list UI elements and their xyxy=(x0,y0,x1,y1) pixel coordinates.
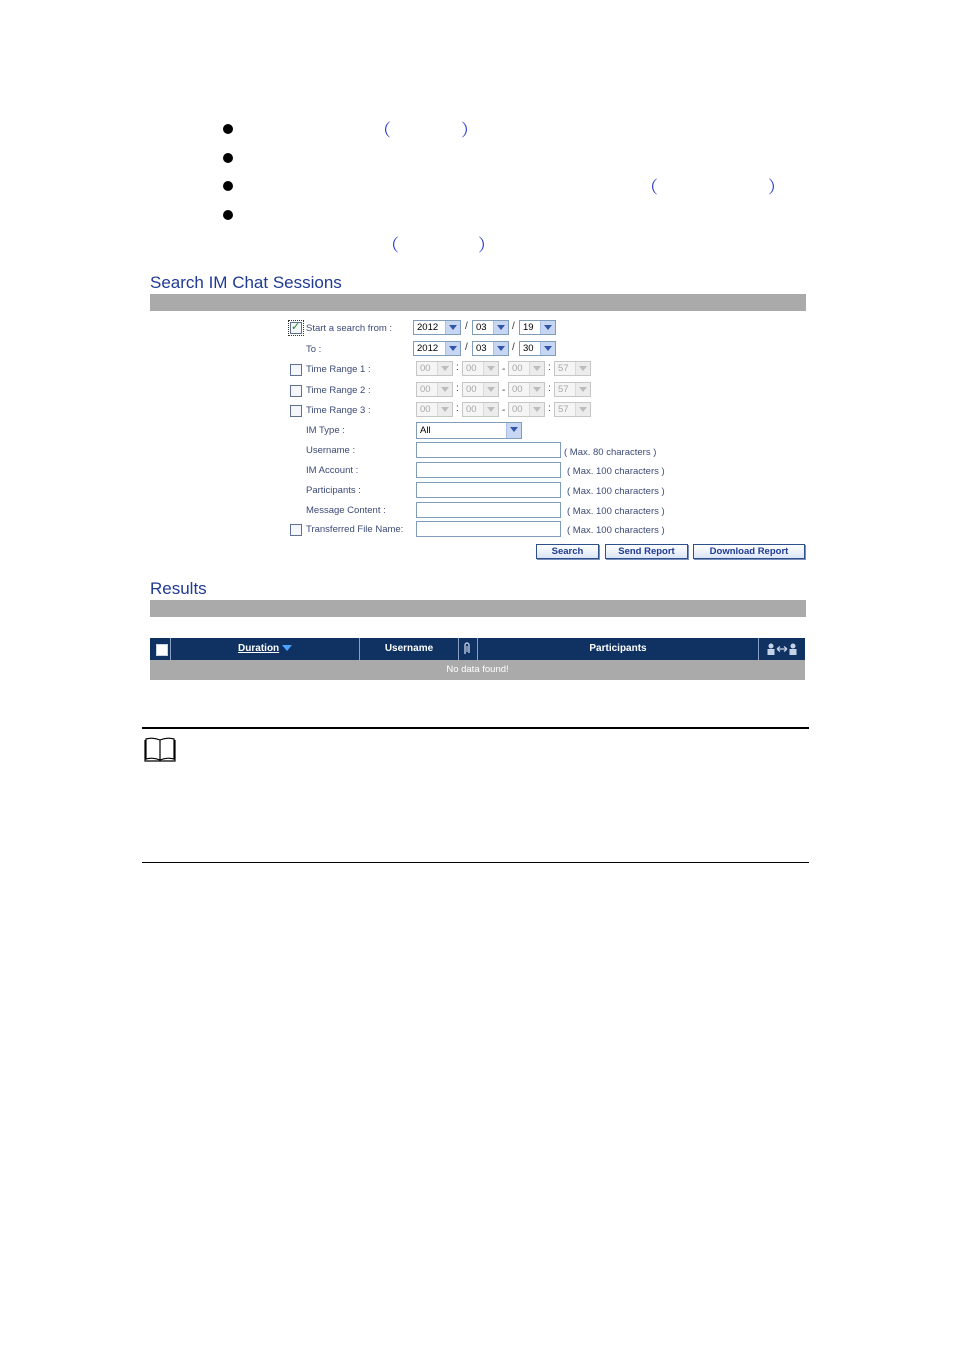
paren-open: （ xyxy=(374,121,391,141)
bullet-dot xyxy=(223,181,233,191)
paren-open: （ xyxy=(382,236,399,256)
chevron-down-icon xyxy=(437,383,452,396)
time-range-3-start-minute[interactable]: 00 xyxy=(462,402,499,417)
note-top-rule xyxy=(142,727,809,729)
chevron-down-icon xyxy=(493,321,508,334)
username-hint: ( Max. 80 characters ) xyxy=(564,447,657,458)
time-range-3-label: Time Range 3 : xyxy=(306,405,371,416)
column-divider xyxy=(758,638,759,660)
start-checkbox-focus xyxy=(288,320,304,336)
time-range-3-end-minute[interactable]: 57 xyxy=(554,402,591,417)
username-input[interactable] xyxy=(416,442,561,458)
chevron-down-icon xyxy=(575,362,590,375)
transferred-file-input[interactable] xyxy=(416,521,561,537)
time-dash: - xyxy=(502,405,506,416)
send-report-button[interactable]: Send Report xyxy=(605,544,688,559)
chevron-down-icon xyxy=(506,423,521,438)
time-range-1-checkbox[interactable] xyxy=(290,364,302,376)
results-table-header xyxy=(150,638,805,660)
time-range-1-start-minute[interactable]: 00 xyxy=(462,361,499,376)
chevron-down-icon xyxy=(437,403,452,416)
time-range-2-checkbox[interactable] xyxy=(290,385,302,397)
results-header-bar xyxy=(150,600,806,617)
im-type-label: IM Type : xyxy=(306,425,345,436)
participants-input[interactable] xyxy=(416,482,561,498)
chevron-down-icon xyxy=(540,321,555,334)
start-day-select[interactable]: 19 xyxy=(519,320,556,335)
message-content-hint: ( Max. 100 characters ) xyxy=(567,506,665,517)
transferred-file-checkbox[interactable] xyxy=(290,524,302,536)
end-day-select[interactable]: 30 xyxy=(519,341,556,356)
paren-open: （ xyxy=(641,178,658,198)
im-account-hint: ( Max. 100 characters ) xyxy=(567,466,665,477)
download-report-button[interactable]: Download Report xyxy=(693,544,805,559)
date-sep: / xyxy=(465,321,468,332)
time-colon: : xyxy=(456,383,459,394)
time-range-1-end-minute[interactable]: 57 xyxy=(554,361,591,376)
chevron-down-icon xyxy=(445,321,460,334)
chevron-down-icon xyxy=(483,362,498,375)
time-colon: : xyxy=(548,403,551,414)
date-sep: / xyxy=(465,342,468,353)
participants-hint: ( Max. 100 characters ) xyxy=(567,486,665,497)
bullet-dot xyxy=(223,153,233,163)
start-year-select[interactable]: 2012 xyxy=(413,320,461,335)
chevron-down-icon xyxy=(493,342,508,355)
chevron-down-icon xyxy=(529,362,544,375)
username-column-header[interactable]: Username xyxy=(384,643,434,654)
time-colon: : xyxy=(456,362,459,373)
date-sep: / xyxy=(512,321,515,332)
time-range-1-start-hour[interactable]: 00 xyxy=(416,361,453,376)
date-sep: / xyxy=(512,342,515,353)
paren-close: ） xyxy=(768,178,785,198)
participants-column-header[interactable]: Participants xyxy=(589,643,647,654)
end-month-select[interactable]: 03 xyxy=(472,341,509,356)
start-search-checkbox[interactable] xyxy=(290,322,302,334)
transferred-file-label: Transferred File Name: xyxy=(306,524,404,535)
search-header-bar xyxy=(150,294,806,311)
note-bottom-rule xyxy=(142,862,809,863)
chevron-down-icon xyxy=(540,342,555,355)
no-data-message: No data found! xyxy=(446,664,509,675)
participants-label: Participants : xyxy=(306,485,361,496)
time-range-1-label: Time Range 1 : xyxy=(306,364,371,375)
username-label: Username : xyxy=(306,445,356,456)
start-label: Start a search from : xyxy=(306,323,393,334)
bullet-dot xyxy=(223,210,233,220)
time-range-3-checkbox[interactable] xyxy=(290,405,302,417)
duration-column-header[interactable]: Duration xyxy=(171,638,359,660)
column-divider xyxy=(458,638,459,660)
start-month-select[interactable]: 03 xyxy=(472,320,509,335)
results-title: Results xyxy=(150,579,207,598)
attachment-icon xyxy=(463,642,471,656)
search-title: Search IM Chat Sessions xyxy=(150,273,342,292)
book-icon xyxy=(143,736,177,764)
message-content-label: Message Content : xyxy=(306,505,386,516)
chevron-down-icon xyxy=(483,383,498,396)
results-table-body xyxy=(150,660,805,680)
time-range-3-start-hour[interactable]: 00 xyxy=(416,402,453,417)
paren-close: ） xyxy=(478,236,495,256)
end-year-select[interactable]: 2012 xyxy=(413,341,461,356)
time-range-1-end-hour[interactable]: 00 xyxy=(508,361,545,376)
time-dash: - xyxy=(502,385,506,396)
chevron-down-icon xyxy=(483,403,498,416)
time-dash: - xyxy=(502,364,506,375)
transferred-file-hint: ( Max. 100 characters ) xyxy=(567,525,665,536)
to-label: To : xyxy=(306,344,322,355)
time-range-2-start-hour[interactable]: 00 xyxy=(416,382,453,397)
time-colon: : xyxy=(456,403,459,414)
time-range-3-end-hour[interactable]: 00 xyxy=(508,402,545,417)
time-range-2-end-minute[interactable]: 57 xyxy=(554,382,591,397)
chevron-down-icon xyxy=(575,403,590,416)
im-account-input[interactable] xyxy=(416,462,561,478)
message-content-input[interactable] xyxy=(416,502,561,518)
time-range-2-start-minute[interactable]: 00 xyxy=(462,382,499,397)
time-range-2-label: Time Range 2 : xyxy=(306,385,371,396)
chat-direction-icon xyxy=(766,642,798,656)
chevron-down-icon xyxy=(529,383,544,396)
time-range-2-end-hour[interactable]: 00 xyxy=(508,382,545,397)
sort-desc-icon xyxy=(282,645,292,651)
paren-close: ） xyxy=(461,121,478,141)
time-colon: : xyxy=(548,362,551,373)
select-all-checkbox[interactable] xyxy=(156,644,168,656)
im-type-select[interactable]: All xyxy=(416,422,522,439)
chevron-down-icon xyxy=(445,342,460,355)
chevron-down-icon xyxy=(437,362,452,375)
search-button[interactable]: Search xyxy=(536,544,599,559)
bullet-dot xyxy=(223,124,233,134)
chevron-down-icon xyxy=(529,403,544,416)
im-account-label: IM Account : xyxy=(306,465,359,476)
time-colon: : xyxy=(548,383,551,394)
chevron-down-icon xyxy=(575,383,590,396)
